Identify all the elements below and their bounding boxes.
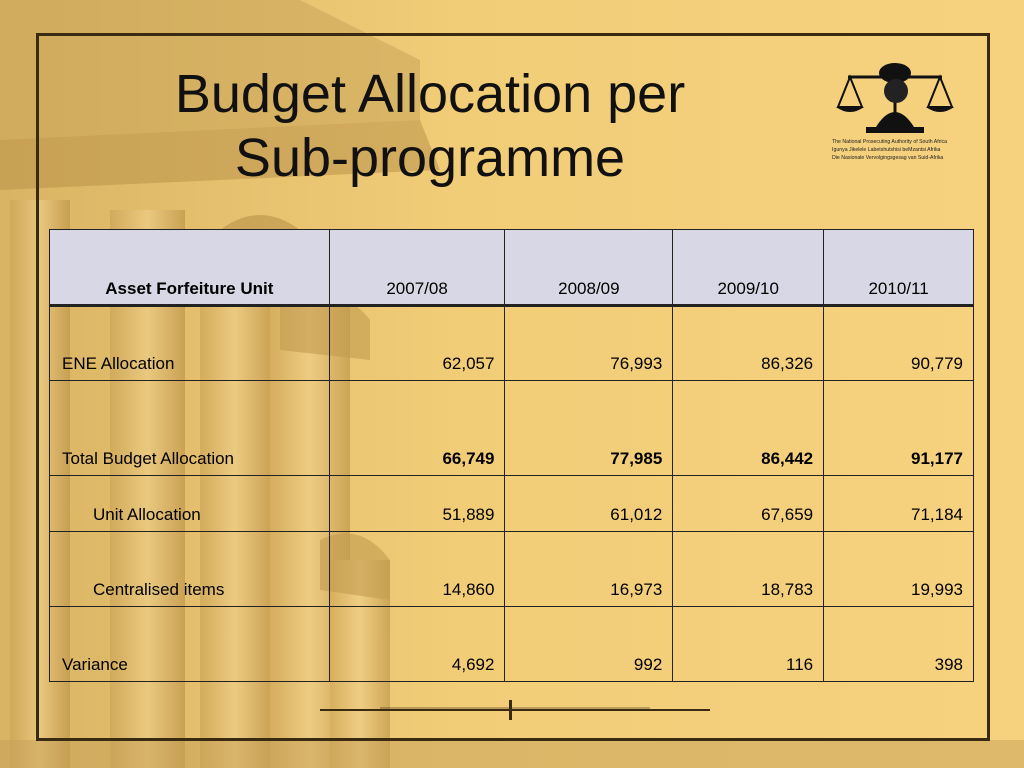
table-cell: 51,889 <box>329 476 505 532</box>
table-row <box>50 607 974 682</box>
logo-text-line-1: The National Prosecuting Authority of South Africa <box>832 139 948 145</box>
table-header-row <box>50 230 974 306</box>
row-label-ene-allocation: ENE Allocation <box>50 306 330 381</box>
table-cell: 61,012 <box>505 476 673 532</box>
row-label-variance: Variance <box>50 607 330 682</box>
table-cell: 398 <box>824 607 974 682</box>
row-label-total-budget-allocation: Total Budget Allocation <box>50 381 330 476</box>
header-2009-10: 2009/10 <box>673 230 824 306</box>
header-asset-forfeiture-unit: Asset Forfeiture Unit <box>50 230 330 306</box>
table-cell: 14,860 <box>329 532 505 607</box>
logo-text-line-3: Die Nasionale Vervolgingsgesag van Suid-Afrika <box>832 155 944 161</box>
table-row <box>50 306 974 381</box>
row-label-centralised-items: Centralised items <box>50 532 330 607</box>
table-cell: 16,973 <box>505 532 673 607</box>
table-cell: 86,442 <box>673 381 824 476</box>
header-2008-09: 2008/09 <box>505 230 673 306</box>
table-cell: 992 <box>505 607 673 682</box>
header-2010-11: 2010/11 <box>824 230 974 306</box>
table-cell: 91,177 <box>824 381 974 476</box>
decorative-divider <box>320 700 710 720</box>
budget-table <box>49 229 974 682</box>
logo-text-line-2: Igunya Jikelele Labetshutshisi beMzantsi Afrika <box>832 147 941 153</box>
row-label-unit-allocation: Unit Allocation <box>50 476 330 532</box>
table-cell: 116 <box>673 607 824 682</box>
title-line-2: Sub-programme <box>234 128 626 188</box>
npa-logo <box>828 55 968 180</box>
slide-title <box>60 62 800 190</box>
table-cell: 4,692 <box>329 607 505 682</box>
table-cell: 66,749 <box>329 381 505 476</box>
table-row <box>50 532 974 607</box>
title-line-1: Budget Allocation per <box>174 64 686 124</box>
scales-of-justice-icon <box>836 55 954 137</box>
table-cell: 71,184 <box>824 476 974 532</box>
table-cell: 67,659 <box>673 476 824 532</box>
header-2007-08: 2007/08 <box>329 230 505 306</box>
table-row <box>50 476 974 532</box>
table-row <box>50 381 974 476</box>
table-cell: 77,985 <box>505 381 673 476</box>
table-cell: 86,326 <box>673 306 824 381</box>
table-cell: 18,783 <box>673 532 824 607</box>
table-cell: 62,057 <box>329 306 505 381</box>
table-cell: 90,779 <box>824 306 974 381</box>
table-cell: 19,993 <box>824 532 974 607</box>
table-cell: 76,993 <box>505 306 673 381</box>
